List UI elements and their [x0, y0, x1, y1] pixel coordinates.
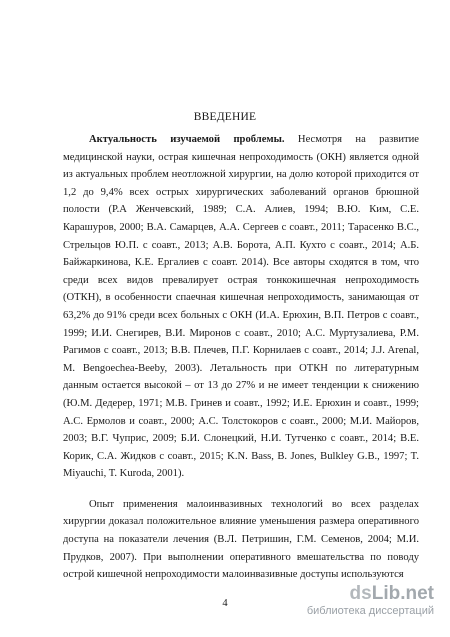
paragraph-1	[63, 131, 419, 483]
paragraph-1-body: Несмотря на развитие медицинской науки, острая кишечная непроходимость (ОКН) является одной из актуальных проблем неотложной хирургии, на долю которой приходится от 1,2 до 9,4% всех острых хирургических заболеваний органов брюшной полости (Р.А Женчевский, 1989; С.А. Алиев, 1994; В.Ю. Ким, С.Е. Карашуров, 2000; В.А. Самарцев, А.А. Сергеев с соавт., 2011; Тарасенко В.С., Стрельцов Ю.П. с соавт., 2013; А.В. Борота, А.П. Кухто с соавт., 2014; А.Б. Байжаркинова, К.Е. Ергалиев с соавт. 2014). Все авторы сходятся в том, что среди всех видов превалирует острая тонкокишечная непроходимость (ОТКН), в особенности спаечная кишечная непроходимость, занимающая от 63,2% до 91% среди всех больных с ОКН (И.А. Ерюхин, В.П. Петров с соавт., 1999; И.И. Снегирев, В.И. Миронов с соавт., 2010; А.С. Муртузалиева, Р.М. Рагимов с соавт., 2013; В.В. Плечев, П.Г. Корнилаев с соавт., 2014; J.J. Arenal, M. Bengoechea-Beeby, 2003). Летальность при ОТКН по литературным данным остается высокой – от 13 до 27% и не имеет тенденции к снижению (Ю.М. Дедерер, 1971; М.В. Гринев и соавт., 1992; И.Е. Ерюхин и соавт., 1999; А.С. Ермолов и соавт., 2000; А.С. Толстокоров с соавт., 2000; М.И. Майоров, 2003; В.Г. Чуприс, 2009; Б.И. Слонецкий, Н.И. Тутченко с соавт., 2014; В.Е. Корик, С.А. Жидков с соавт., 2015; K.N. Bass, B. Jones, Bulkley G.B., 1997; T. Miyauchi, T. Kuroda, 2001).	[63, 134, 420, 480]
watermark-logo	[307, 584, 434, 604]
body-text	[63, 131, 420, 581]
watermark-logo-ds: ds	[349, 583, 372, 604]
paragraph-2: Опыт применения малоинвазивных технологий во всех разделах хирургии доказал положительное влияние уменьшения размера оперативного доступа на показатели лечения (В.Л. Петришин, Г.М. Семенов, 2004; М.И. Прудков, 2007). При выполнении оперативного вмешательства по поводу острой кишечной непроходимости малоинвазивные доступы используются	[63, 498, 419, 581]
watermark-logo-rest: Lib.net	[371, 583, 434, 604]
paragraph-1-lead: Актуальность изучаемой проблемы.	[89, 134, 285, 145]
watermark-subtitle: библиотека диссертаций	[306, 605, 434, 617]
watermark	[307, 584, 434, 618]
page-number: 4	[222, 598, 228, 609]
page-title: ВВЕДЕНИЕ	[193, 111, 257, 123]
